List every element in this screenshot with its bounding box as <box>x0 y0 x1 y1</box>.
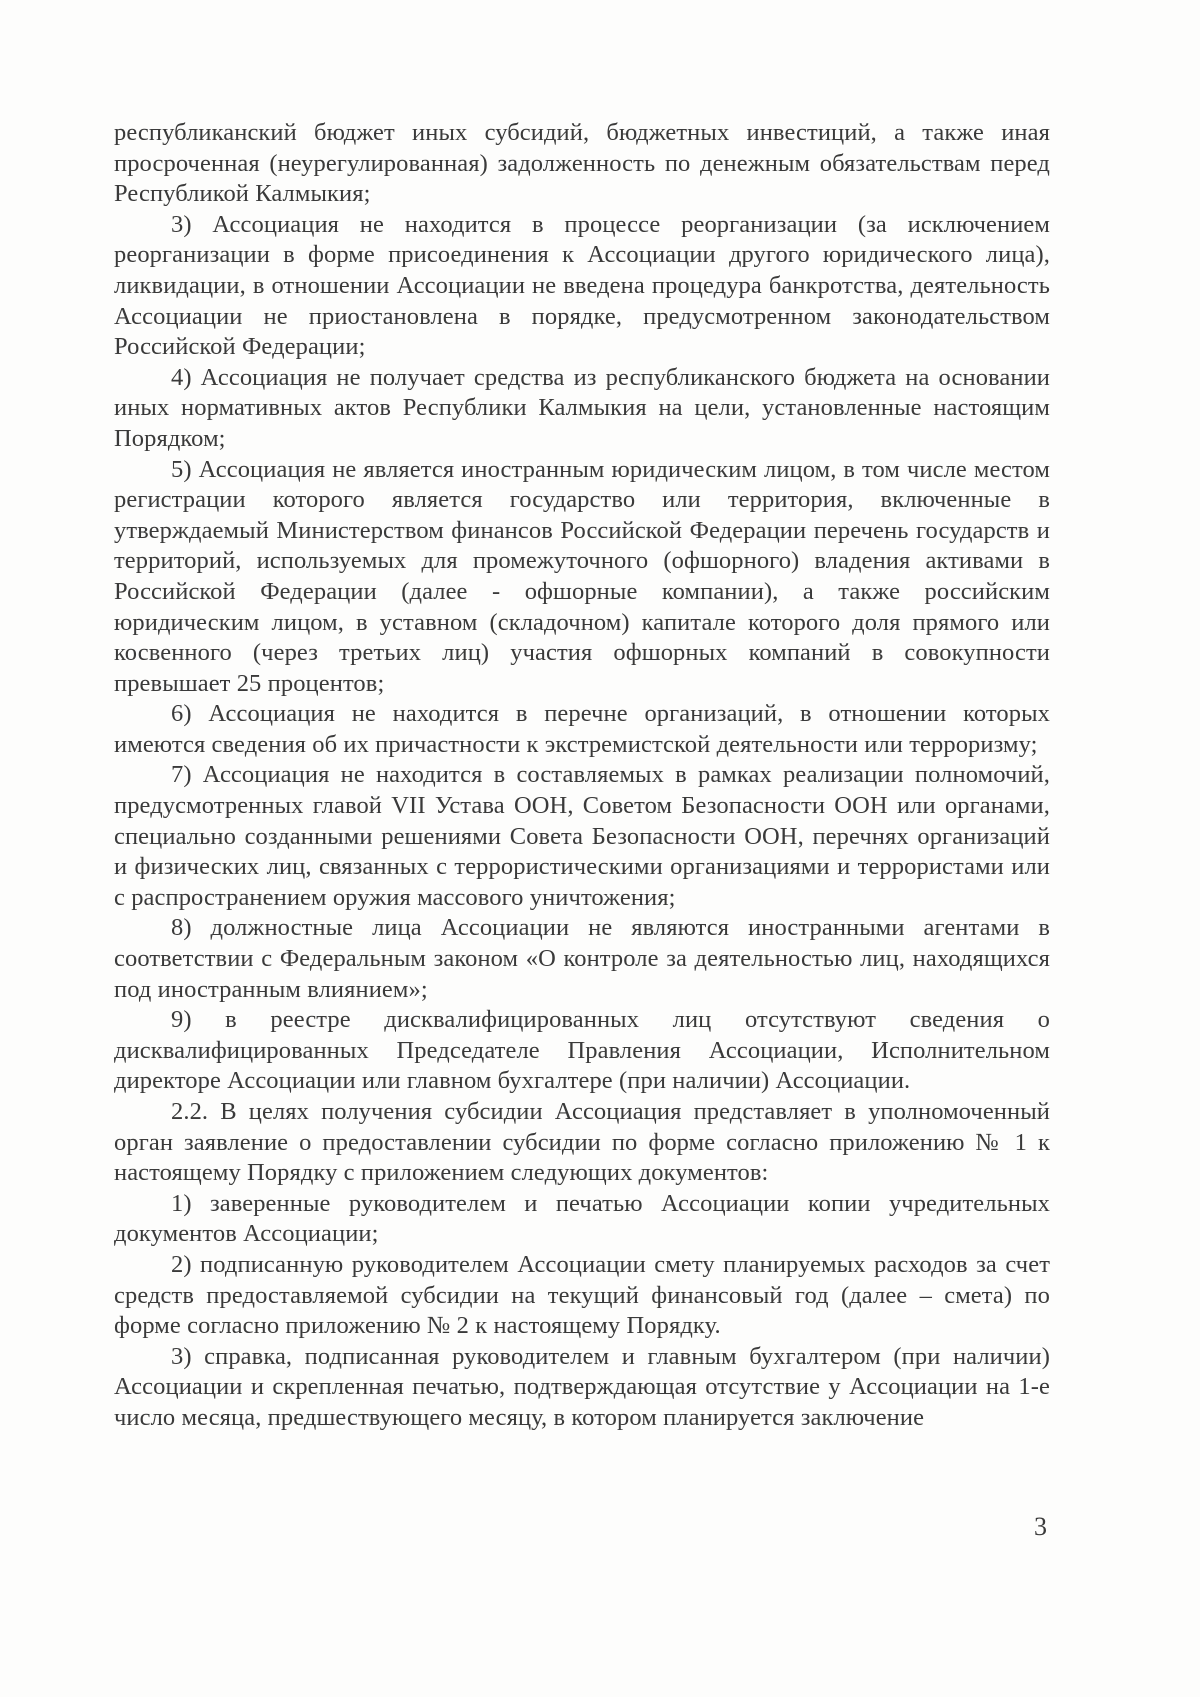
paragraph-item-6: 6) Ассоциация не находится в перечне организаций, в отношении которых имеются сведения об их причастности к экстремистской деятельности или терроризму; <box>114 700 1050 758</box>
document-body <box>114 118 1050 1434</box>
paragraph-item-3: 3) Ассоциация не находится в процессе реорганизации (за исключением реорганизации в форме присоединения к Ассоциации другого юридического лица), ликвидации, в отношении Ассоциации не введена процедура банкротства, деятельность Ассоциации не приостановлена в порядке, предусмотренном законодательством Российской Федерации; <box>114 210 1050 361</box>
paragraph-doc-1: 1) заверенные руководителем и печатью Ассоциации копии учредительных документов Ассоциации; <box>114 1189 1050 1248</box>
paragraph-doc-3: 3) справка, подписанная руководителем и главным бухгалтером (при наличии) Ассоциации и скрепленная печатью, подтверждающая отсутствие у Ассоциации на 1-е число месяца, предшествующего месяцу, в котором планируется заключение <box>114 1342 1050 1431</box>
page-number: 3 <box>1034 1512 1047 1541</box>
paragraph-section-2-2: 2.2. В целях получения субсидии Ассоциация представляет в уполномоченный орган заявление о предоставлении субсидии по форме согласно приложению № 1 к настоящему Порядку с приложением следующих документов: <box>114 1098 1050 1187</box>
paragraph-item-8: 8) должностные лица Ассоциации не являются иностранными агентами в соответствии с Федеральным законом «О контроле за деятельностью лиц, находящихся под иностранным влиянием»; <box>114 914 1050 1003</box>
paragraph-item-7: 7) Ассоциация не находится в составляемых в рамках реализации полномочий, предусмотренных главой VII Устава ООН, Советом Безопасности ООН или органами, специально созданными решениями Совета Безопасности ООН, перечнях организаций и физических лиц, связанных с террористическими организациями и террористами или с распространением оружия массового уничтожения; <box>114 761 1050 911</box>
paragraph-item-5: 5) Ассоциация не является иностранным юридическим лицом, в том числе местом регистрации которого является государство или территория, включенные в утверждаемый Министерством финансов Российской Федерации перечень государств и территорий, используемых для промежуточного (офшорного) владения активами в Российской Федерации (далее - офшорные компании), а также российским юридическим лицом, в уставном (складочном) капитале которого доля прямого или косвенного (через третьих лиц) участия офшорных компаний в совокупности превышает 25 процентов; <box>114 455 1050 697</box>
paragraph-item-4: 4) Ассоциация не получает средства из республиканского бюджета на основании иных нормативных актов Республики Калмыкия на цели, установленные настоящим Порядком; <box>114 363 1050 452</box>
paragraph-item-9: 9) в реестре дисквалифицированных лиц отсутствуют сведения о дисквалифицированных Председателе Правления Ассоциации, Исполнительном директоре Ассоциации или главном бухгалтере (при наличии) Ассоциации. <box>114 1006 1050 1095</box>
paragraph-doc-2: 2) подписанную руководителем Ассоциации смету планируемых расходов за счет средств предоставляемой субсидии на текущий финансовый год (далее – смета) по форме согласно приложению № 2 к настоящему Порядку. <box>114 1250 1050 1340</box>
paragraph-continuation: республиканский бюджет иных субсидий, бюджетных инвестиций, а также иная просроченная (неурегулированная) задолженность по денежным обязательствам перед Республикой Калмыкия; <box>114 119 1050 208</box>
